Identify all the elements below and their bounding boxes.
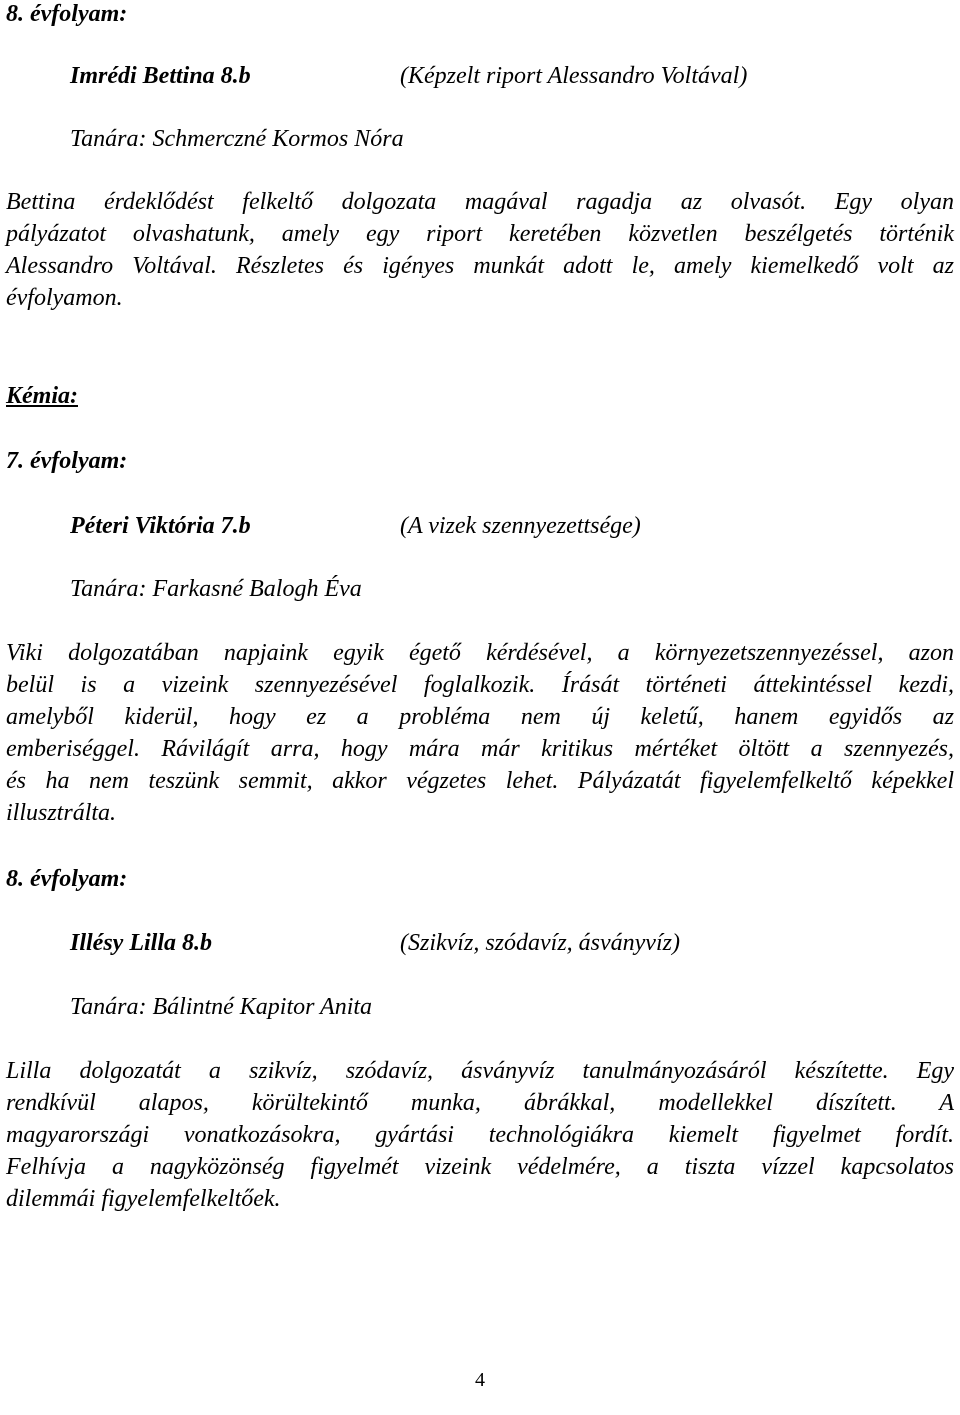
description-line: amelyből kiderül, hogy ez a probléma nem új keletű, hanem egyidős az [6, 704, 954, 730]
description-line: magyarországi vonatkozásokra, gyártási technológiákra kiemelt figyelmet fordít. [6, 1122, 954, 1148]
description-line: emberiséggel. Rávilágít arra, hogy mára már kritikus mértéket öltött a szennyezés, [6, 736, 954, 762]
description-line: dilemmái figyelemfelkeltőek. [6, 1186, 281, 1212]
description-line: évfolyamon. [6, 285, 123, 311]
description-line: Bettina érdeklődést felkeltő dolgozata magával ragadja az olvasót. Egy olyan [6, 189, 954, 215]
description-line: és ha nem teszünk semmit, akkor végzetes lehet. Pályázatát figyelemfelkeltő képekkel [6, 768, 954, 794]
description-line: illusztrálta. [6, 800, 117, 826]
page-number: 4 [475, 1369, 485, 1391]
teacher-line: Tanára: Bálintné Kapitor Anita [70, 994, 373, 1020]
student-name: Imrédi Bettina 8.b [70, 63, 251, 89]
grade-heading: 8. évfolyam: [6, 866, 128, 892]
teacher-line: Tanára: Schmerczné Kormos Nóra [70, 126, 404, 152]
description-line: rendkívül alapos, körültekintő munka, ábrákkal, modellekkel díszített. A [6, 1090, 954, 1116]
teacher-line: Tanára: Farkasné Balogh Éva [70, 576, 362, 602]
grade-heading: 7. évfolyam: [6, 448, 128, 474]
description-line: belül is a vizeink szennyezésével foglalkozik. Írását történeti áttekintéssel kezdi, [6, 672, 954, 698]
grade-heading: 8. évfolyam: [6, 1, 128, 27]
description-line: Alessandro Voltával. Részletes és igényes munkát adott le, amely kiemelkedő volt az [6, 253, 954, 279]
description-line: Felhívja a nagyközönség figyelmét vizeink védelmére, a tiszta vízzel kapcsolatos [6, 1154, 954, 1180]
subject-heading: Kémia: [6, 383, 78, 409]
description-line: pályázatot olvashatunk, amely egy riport keretében közvetlen beszélgetés történik [6, 221, 954, 247]
work-title: (Képzelt riport Alessandro Voltával) [400, 63, 748, 89]
student-name: Péteri Viktória 7.b [70, 513, 251, 539]
description-paragraph [6, 1055, 954, 1215]
description-paragraph [6, 637, 954, 829]
work-title: (A vizek szennyezettsége) [400, 513, 641, 539]
description-paragraph [6, 186, 954, 314]
work-title: (Szikvíz, szódavíz, ásványvíz) [400, 930, 680, 956]
description-line: Viki dolgozatában napjaink egyik égető kérdésével, a környezetszennyezéssel, azon [6, 640, 954, 666]
student-name: Illésy Lilla 8.b [70, 930, 212, 956]
description-line: Lilla dolgozatát a szikvíz, szódavíz, ásványvíz tanulmányozásáról készítette. Egy [6, 1058, 954, 1084]
